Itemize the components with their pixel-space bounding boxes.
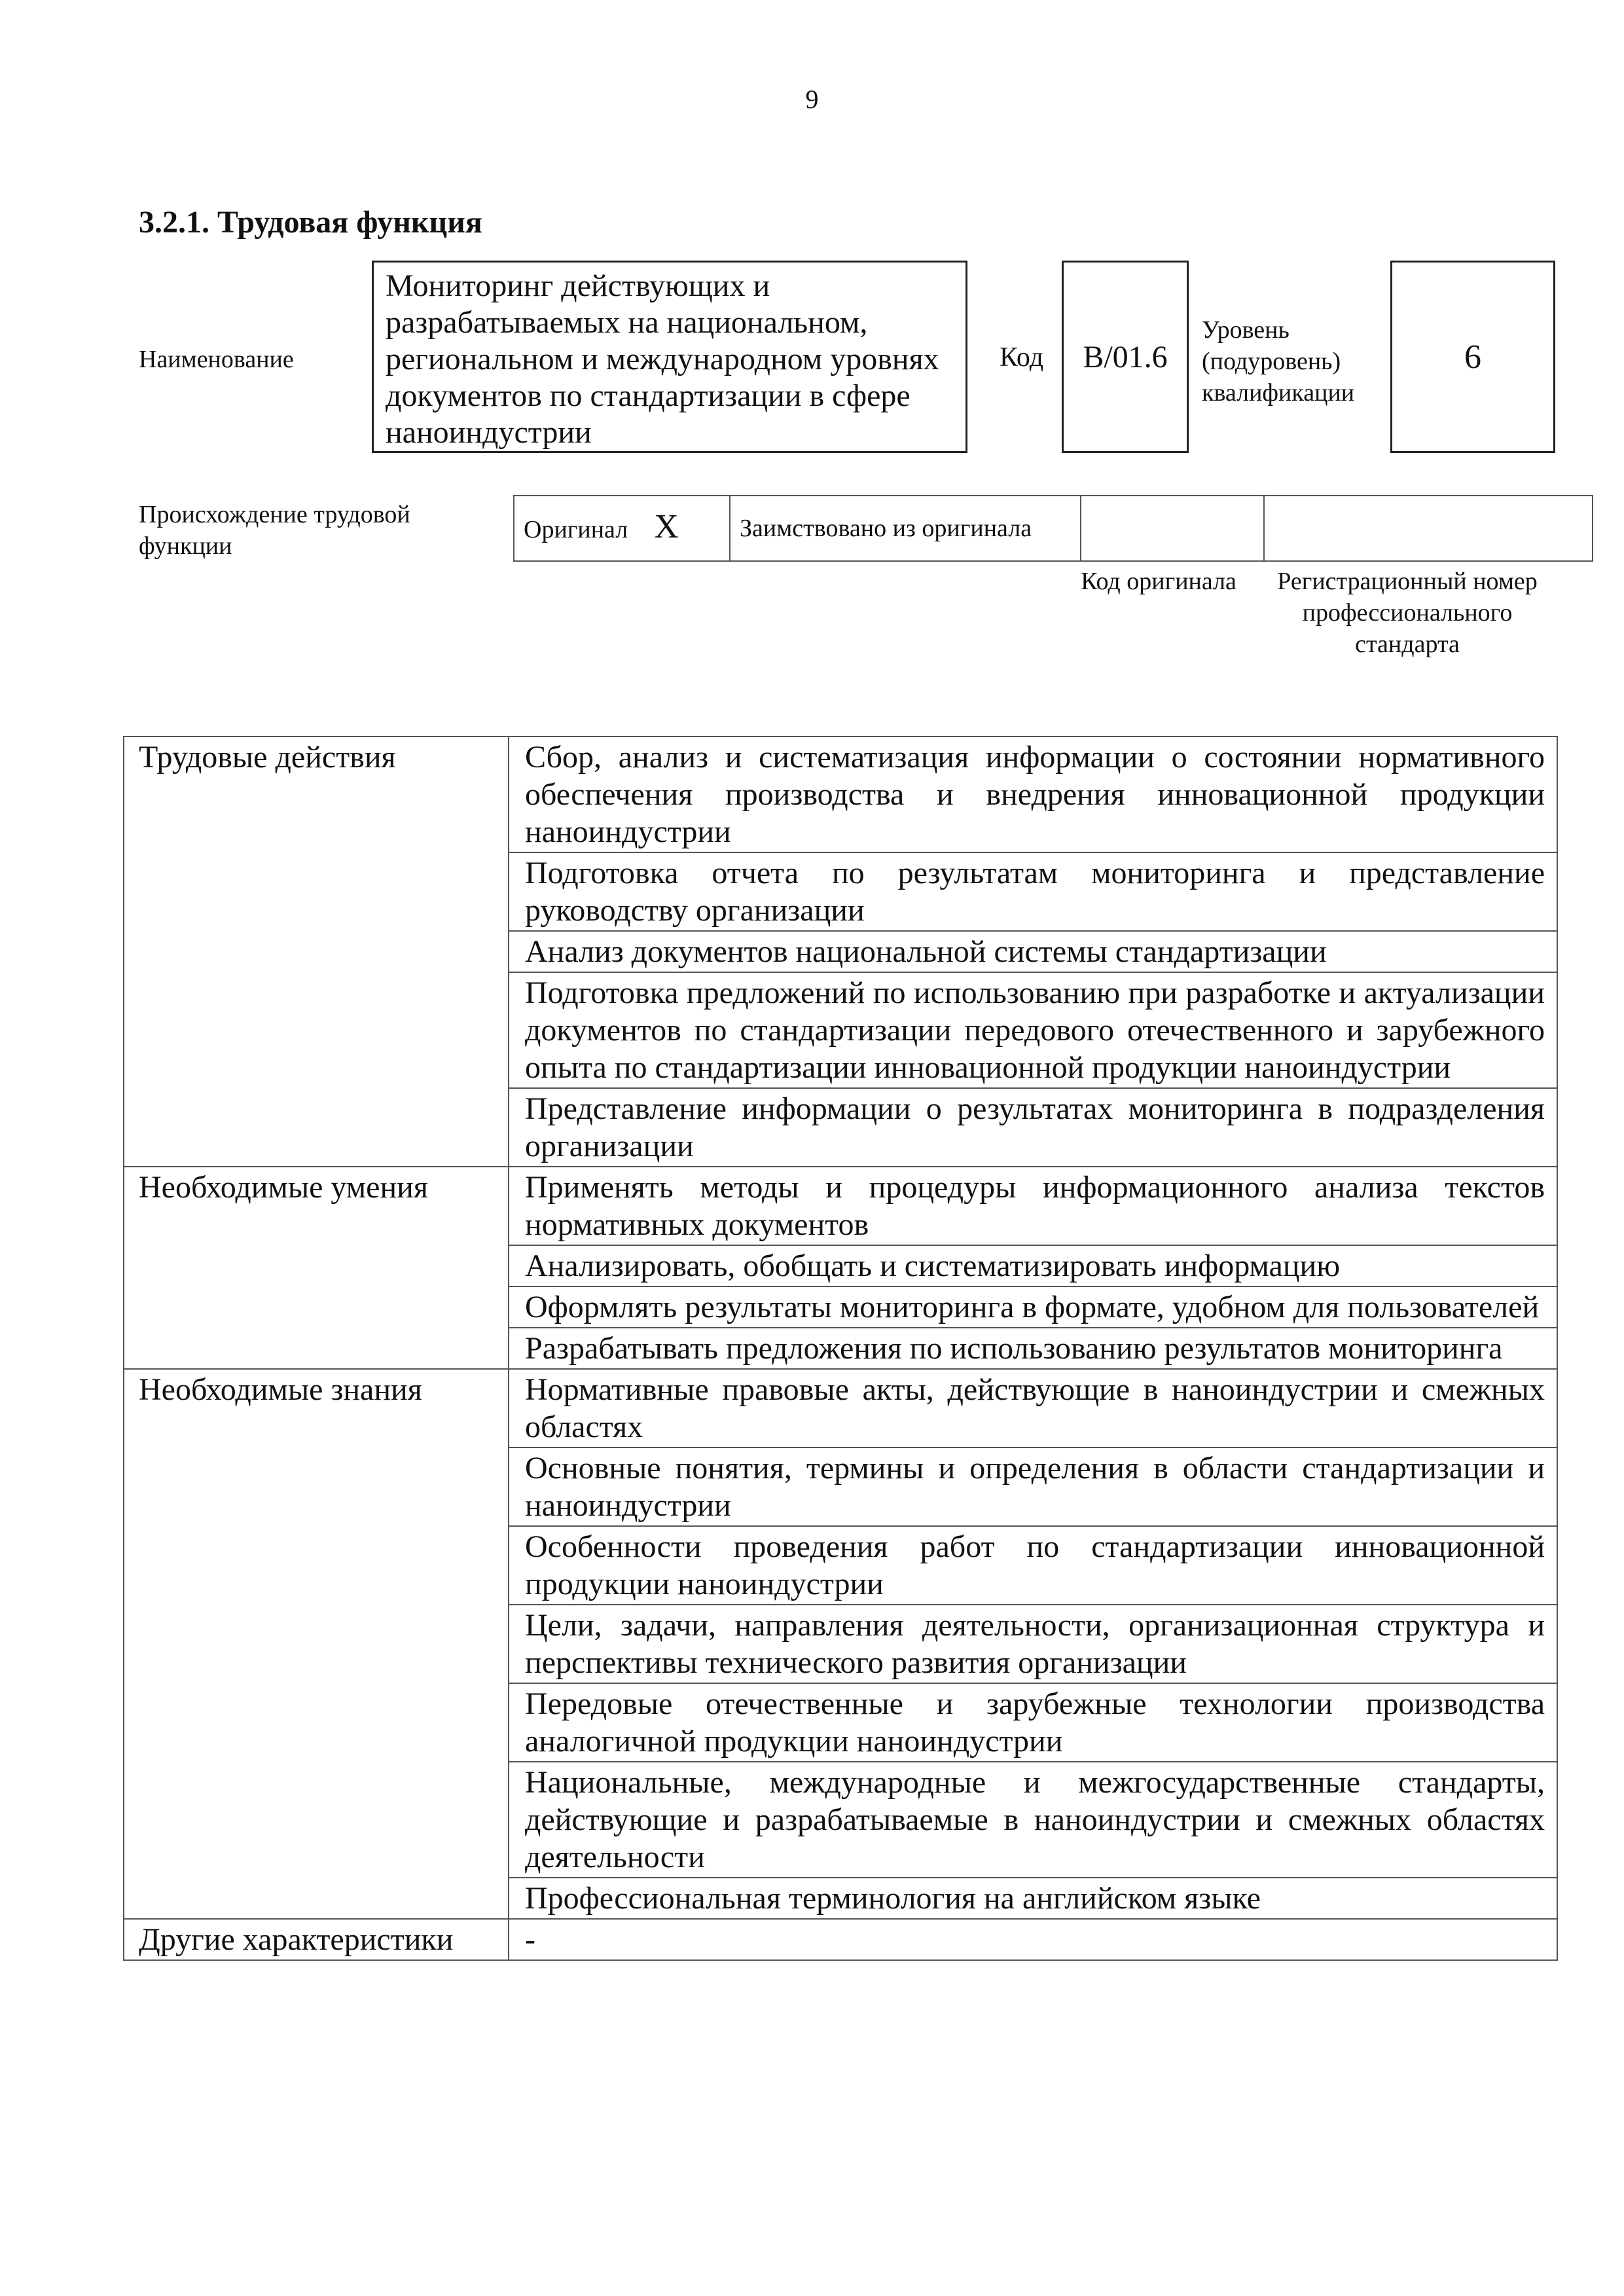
category-cell: Трудовые действия [124, 737, 509, 1167]
origin-reg-cell [1264, 496, 1593, 561]
origin-label: Происхождение трудовой функции [139, 501, 410, 560]
item-cell: Представление информации о результатах мониторинга в подразделения организации [509, 1088, 1557, 1167]
item-cell: Особенности проведения работ по стандартизации инновационной продукции наноиндустрии [509, 1526, 1557, 1605]
category-cell: Другие характеристики [124, 1919, 509, 1960]
item-cell: Цели, задачи, направления деятельности, организационная структура и перспективы технического развития организации [509, 1605, 1557, 1683]
item-cell: Основные понятия, термины и определения в области стандартизации и наноиндустрии [509, 1448, 1557, 1526]
item-cell: Разрабатывать предложения по использованию результатов мониторинга [509, 1328, 1557, 1369]
level-box: 6 [1390, 261, 1555, 453]
item-cell: Анализ документов национальной системы стандартизации [509, 931, 1557, 972]
item-cell: Сбор, анализ и систематизация информации о состоянии нормативного обеспечения производства и внедрения инновационной продукции наноиндустрии [509, 737, 1557, 852]
item-cell: - [509, 1919, 1557, 1960]
table-row [124, 1369, 1557, 1448]
page-number: 9 [805, 84, 819, 114]
code-box: B/01.6 [1062, 261, 1189, 453]
borrowed-label: Заимствовано из оригинала [740, 515, 1032, 542]
section-title: 3.2.1. Трудовая функция [139, 205, 482, 240]
item-cell: Применять методы и процедуры информационного анализа текстов нормативных документов [509, 1167, 1557, 1245]
item-cell: Национальные, международные и межгосударственные стандарты, действующие и разрабатываемые в наноиндустрии и смежных областях деятельности [509, 1762, 1557, 1878]
category-cell: Необходимые знания [124, 1369, 509, 1919]
item-cell: Передовые отечественные и зарубежные технологии производства аналогичной продукции наноиндустрии [509, 1683, 1557, 1762]
function-details-table [123, 736, 1558, 1961]
table-row [124, 737, 1557, 852]
original-label: Оригинал [524, 516, 628, 543]
item-cell: Подготовка отчета по результатам мониторинга и представление руководству организации [509, 852, 1557, 931]
origin-table [513, 495, 1593, 562]
name-label: Наименование [139, 346, 294, 373]
original-mark: X [654, 508, 679, 545]
origin-borrowed-cell [730, 496, 1081, 561]
reg-number-caption: Регистрационный номер профессионального стандарта [1277, 568, 1538, 658]
item-cell: Подготовка предложений по использованию при разработке и актуализации документов по стандартизации передового отечественного и зарубежного опыта по стандартизации инновационной продукции наноиндустрии [509, 972, 1557, 1088]
item-cell: Анализировать, обобщать и систематизировать информацию [509, 1245, 1557, 1286]
level-label: Уровень (подуровень) квалификации [1202, 316, 1355, 407]
table-row [124, 1167, 1557, 1245]
function-name-box: Мониторинг действующих и разрабатываемых на национальном, региональном и международном уровнях документов по стандартизации в сфере наноиндустрии [372, 261, 967, 453]
origin-code-cell [1081, 496, 1264, 561]
table-row [124, 1919, 1557, 1960]
item-cell: Оформлять результаты мониторинга в формате, удобном для пользователей [509, 1286, 1557, 1328]
code-label: Код [1000, 342, 1044, 373]
code-original-caption: Код оригинала [1081, 568, 1236, 595]
item-cell: Профессиональная терминология на английском языке [509, 1878, 1557, 1919]
item-cell: Нормативные правовые акты, действующие в наноиндустрии и смежных областях [509, 1369, 1557, 1448]
category-cell: Необходимые умения [124, 1167, 509, 1369]
origin-original-cell [514, 496, 730, 561]
